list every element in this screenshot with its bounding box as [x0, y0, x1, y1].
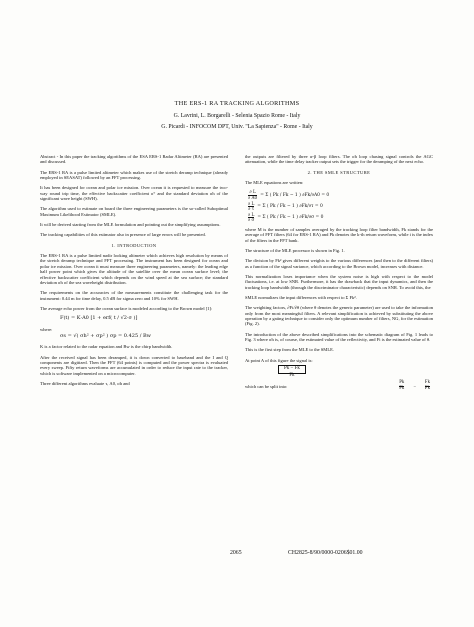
- right-column: [245, 154, 433, 394]
- paragraph: The introduction of the above described simplifications into the schematic diagram of Fig. 1 leads to Fig. 3 where σh is, of course, the estimated value of the reflectivity, and Fi is the estimated value of θ.: [245, 331, 433, 343]
- split-expression: which can be split into: $\frac{Pk}{Fk}$ − $\frac{Fk}{Fk}$: [245, 380, 430, 391]
- mle-equation-2: $\frac{\partial L}{\partial \tau}$ = Σ ( Pk / Fk − 1 ) ∂Fk/∂τ = 0: [248, 200, 323, 212]
- paragraph: This is the first step from the MLE to the SMLE.: [245, 347, 335, 353]
- section-heading-smle: 2. THE SMLE STRUCTURE: [307, 169, 371, 175]
- paragraph: This normalization loses importance when the system noise is high with respect to the model fluctuations, i.e. at low SNR. Furthermore, it has the drawback that the input dynamics, and then the tracking loop bandwidth (through the discriminator characteristic) depends on SNR. To avoid this, the: [245, 274, 433, 290]
- signal-at-point-a: $\frac{Pk - Fk}{Fk}$: [275, 365, 433, 378]
- paragraph: The algorithm used to estimate on board the three engineering parameters is the so-called Suboptimal Maximum Likelihood Estimator (SMLE).: [40, 206, 228, 217]
- paragraph: After the received signal has been deramped, it is down converted to baseband and the I and Q components are digitized. Then the FFT (64 points) is computed and the power spectra is evaluated every sweep. Fifty return waveforms are accumulated in order to reduce the input rate to the tracker, which is software implemented on a microcomputer.: [40, 354, 228, 376]
- mle-equation-1: $\frac{\partial L}{\partial A0}$ = Σ ( Pk / Fk − 1 ) ∂Fk/∂A0 = 0: [248, 189, 330, 200]
- paragraph: It has been designed for ocean and polar ice mission. Over ocean it is requested to measure the two-way round trip time, the effective backscatter coefficient σ° and the standard deviation σh of the significant wave height (SWH).: [40, 185, 228, 202]
- author-line-1: G. Lavrini, L. Borgarelli - Selenia Spazio Rome - Italy: [173, 113, 301, 119]
- paragraph: K is a factor related to the radar equation and Bw is the chirp bandwidth.: [40, 344, 173, 350]
- paragraph: At point A of this figure the signal is:: [245, 357, 313, 363]
- paper-title: THE ERS-1 RA TRACKING ALGORITHMS: [174, 100, 300, 107]
- paragraph: The tracking capabilities of this estimator also in presence of large errors will be presented.: [40, 232, 206, 238]
- paragraph: Three different algorithms evaluate τ, A0, σh and: [40, 380, 130, 386]
- left-column: [40, 154, 228, 391]
- paragraph: The ERS-1 RA is a pulse limited altimeter which makes use of the stretch deramp technique (already employed in SEASAT) followed by an FFT processing.: [40, 169, 228, 181]
- paragraph: The requirements on the accuracies of the measurements constitute the challenging task for the instrument: 0.44 m for time delay, 0.5 dB for sigma zero and 10% for SWH.: [40, 290, 228, 301]
- where-label: where:: [40, 326, 53, 332]
- paragraph: The average echo power from the ocean surface is modeled according to the Brown model [1]:: [40, 305, 213, 311]
- mle-equation-3: $\frac{\partial L}{\partial \sigma}$ = Σ ( Pk / Fk − 1 ) ∂Fk/∂σ = 0: [248, 211, 324, 223]
- catalog-code: CH2825-8/90/0000-0206$01.00: [288, 550, 363, 556]
- abstract: Abstract - In this paper the tracking algorithms of the ESA ERS-1 Radar Altimeter (RA) are presented and discussed.: [40, 154, 228, 165]
- paragraph: It will be derived starting from the MLE formulation and pointing out the simplifying assumptions.: [40, 222, 221, 228]
- paragraph: The MLE equations are written:: [245, 180, 304, 186]
- paragraph: where M is the number of samples averaged by the tracking loop filter bandwidth, Fk stands for the average of FFT filters (64 for ERS-1 RA) and Pk denotes the k-th return waveform, while i is the index of the filters in the FFT bank.: [245, 226, 433, 243]
- paragraph: SMLE normalizes the input differences with respect to Σ Fk².: [245, 295, 357, 301]
- paragraph: The structure of the MLE processor is shown in Fig. 1.: [245, 247, 345, 253]
- author-line-2: G. Picardi - INFOCOM DPT, Univ. "La Sapienza" - Rome - Italy: [161, 124, 313, 130]
- paragraph: The weighting factors, ∂Fi/∂θ (where θ denotes the generic parameter) are used to take the information only from the most meaningful filters. A relevant simplification is achieved by substituting the above operation by a gating technique to consider only the optimum number of filters, NG, for the estimation (Fig. 2).: [245, 305, 433, 327]
- brown-model-formula: F(t) = K·A0 [1 + erf( t / √2·σ )]: [60, 315, 138, 322]
- sigma-formula: σs = √( σh² + σp² ) σp = 0.425 / Bw: [60, 332, 151, 339]
- page-number: 2065: [230, 550, 242, 556]
- paragraph: The ERS-1 RA is a pulse limited nadir looking altimeter which achieves high resolution by means of the stretch deramp technique and FFT processing. The instrument has been designed for ocean and polar ice mission. Over ocean it must measure three engineering parameters, namely: the leading edge half power point which gives the altitude of the satellite over the mean ocean surface level; the effective backscatter coefficient which depends on the wind speed at the sea surface; the standard deviation σh of the sea waveheight distribution.: [40, 253, 228, 285]
- paragraph: The division by Fk² gives different weights to the various differences (and then to the different filters) as a function of the signal variance, which according to the Brown model, increases with distance.: [245, 258, 433, 269]
- mle-equations: [245, 190, 433, 223]
- paragraph: the outputs are filtered by three α-β loop filters. The σh loop chasing signal controls the AGC attenuation, while the time delay tracker output sets the trigger for the deramping of the next echo.: [245, 154, 433, 165]
- section-heading-introduction: 1. INTRODUCTION: [111, 242, 157, 248]
